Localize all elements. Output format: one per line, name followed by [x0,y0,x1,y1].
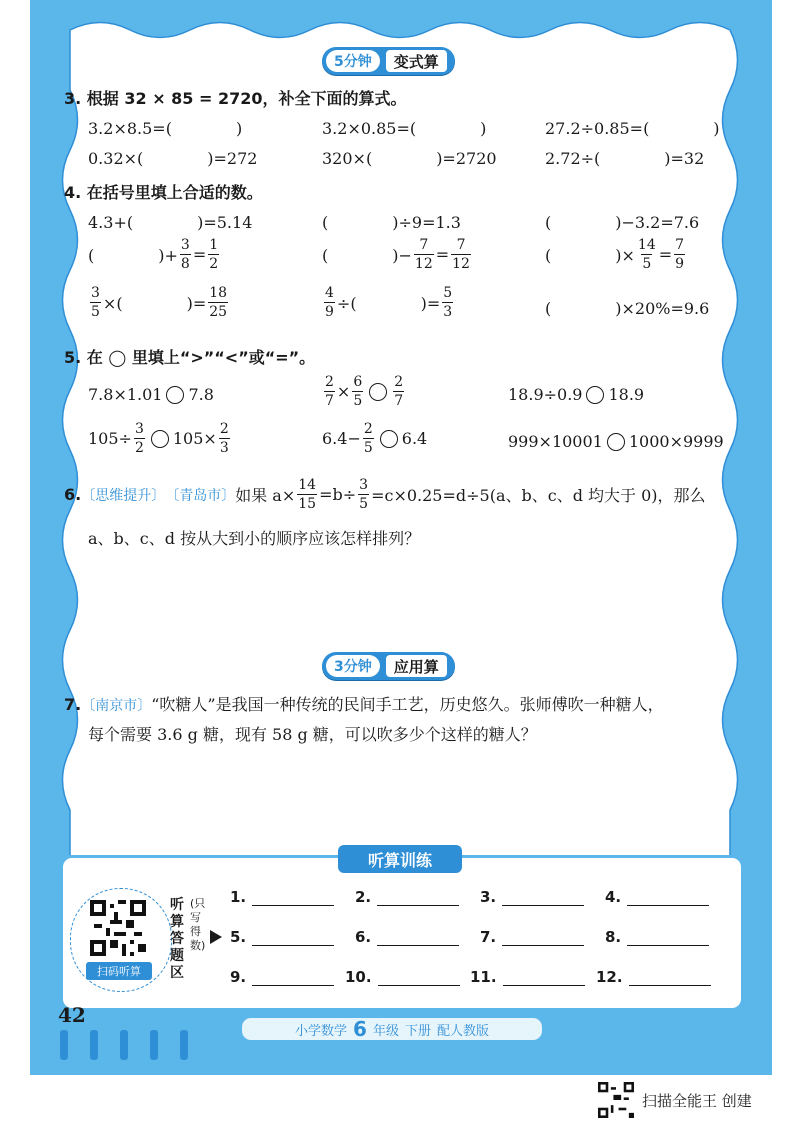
q5-item: 999×10001 1000×9999 [508,432,724,451]
compare-circle[interactable] [151,430,169,448]
q4-item: ( )÷9=1.3 [322,213,461,232]
compare-circle[interactable] [380,430,398,448]
answer-blank[interactable]: 8. [605,928,709,946]
q4-item: ( )+ $\frac{3}{8}$ = $\frac{1}{2}$ [88,237,219,272]
fraction: $\frac{2}{7}$ [325,374,334,409]
q4-heading: 4. 在括号里填上合适的数。 [64,183,263,202]
page-number: 42 [58,1003,86,1027]
q6-line2: a、b、c、d 按从大到小的顺序应该怎样排列？ [88,529,421,548]
q3-item: 0.32×( )=272 [88,149,258,168]
fraction: $\frac{6}{5}$ [353,374,363,409]
answer-blank[interactable]: 2. [355,888,459,906]
fraction: $\frac{2}{5}$ [363,421,373,456]
book-footer: 小学数学 6 年级 下册 配人教版 [240,1016,544,1042]
fraction: $\frac{7}{12}$ [414,237,433,272]
fraction: $\frac{7}{12}$ [452,237,470,272]
fraction: $\frac{3}{8}$ [180,237,190,272]
q3-heading: 3. 根据 32 × 85 = 2720，补全下面的算式。 [64,89,407,108]
fraction: $\frac{1}{2}$ [209,237,219,272]
compare-circle[interactable] [586,386,604,404]
q4-item: 4.3+( )=5.14 [88,213,253,232]
q3-item: 320×( )=2720 [322,149,497,168]
q5-item: 6.4− $\frac{2}{5}$ 6.4 [322,421,428,456]
section-time: 5分钟 [326,50,380,72]
answer-blank[interactable]: 9. [230,968,334,986]
q5-item: 18.9÷0.9 18.9 [508,385,645,404]
play-arrow-icon [210,930,222,944]
fraction: $\frac{3}{5}$ [91,285,100,320]
fraction: $\frac{7}{9}$ [675,237,685,272]
q3-item: 27.2÷0.85=( ) [545,119,720,138]
answer-blank[interactable]: 11. [470,968,585,986]
q7-line2: 每个需要 3.6 g 糖，现有 58 g 糖，可以吹多少个这样的糖人？ [88,725,537,744]
section-badge-1 [322,47,455,75]
compare-circle[interactable] [369,383,387,401]
q3-item: 3.2×0.85=( ) [322,119,487,138]
fraction: $\frac{18}{25}$ [209,285,228,320]
qr-label: 扫码听算 [86,962,152,980]
q4-item: ( )×20%=9.6 [545,299,710,318]
fraction: $\frac{3}{5}$ [359,477,369,512]
q6-line1: 6. 〔思维提升〕 〔青岛市〕 如果 a× $\frac{14}{15}$ =b÷ $\frac{3}{5}$ =c×0.25=d÷5(a、b、c、d 均大于 0)，那么 [64,477,706,512]
q5-item: 105÷ $\frac{3}{2}$ 105× $\frac{2}{3}$ [88,421,229,456]
answer-blank[interactable]: 1. [230,888,334,906]
answer-area-note: (只写得数) [190,897,206,952]
tag-label: 〔南京市〕 [81,698,152,714]
watermark-qr-icon [598,1082,634,1118]
q7-line1: 7.〔南京市〕“吹糖人”是我国一种传统的民间手工艺，历史悠久。张师傅吹一种糖人， [64,695,664,714]
q4-item: ( )−3.2=7.6 [545,213,700,232]
answer-blank[interactable]: 5. [230,928,334,946]
answer-blank[interactable]: 3. [480,888,584,906]
tag-label: 〔思维提升〕 [81,487,166,504]
listening-title: 听算训练 [338,845,462,873]
answer-blank[interactable]: 12. [596,968,711,986]
answer-blank[interactable]: 10. [345,968,460,986]
section-title: 应用算 [386,655,447,677]
answer-area-label: 听算答题区 [170,897,184,981]
watermark-text: 扫描全能王 创建 [642,1092,752,1110]
tag-label: 〔青岛市〕 [165,487,236,504]
answer-blank[interactable]: 4. [605,888,709,906]
q4-item: $\frac{3}{5}$ ×( )= $\frac{18}{25}$ [91,285,228,320]
q3-item: 2.72÷( )=32 [545,149,705,168]
fraction: $\frac{14}{15}$ [298,477,317,512]
q5-heading: 5. 在 ◯ 里填上“>”“<”或“=”。 [64,348,316,367]
q5-item: 7.8×1.01 7.8 [88,385,214,404]
qr-code-icon[interactable] [90,900,146,956]
section-title: 变式算 [386,50,447,72]
section-time: 3分钟 [326,655,380,677]
fraction: $\frac{2}{3}$ [219,421,229,456]
answer-blank[interactable]: 7. [480,928,584,946]
q5-item: $\frac{2}{7}$ × $\frac{6}{5}$ $\frac{2}{7}$ [325,374,404,409]
compare-circle[interactable] [166,386,184,404]
compare-circle[interactable] [607,433,625,451]
q4-item: $\frac{4}{9}$ ÷( )= $\frac{5}{3}$ [325,285,453,320]
fraction: $\frac{14}{5}$ [637,237,656,272]
section-badge-2 [322,652,455,680]
q3-item: 3.2×8.5=( ) [88,119,243,138]
fraction: $\frac{5}{3}$ [443,285,453,320]
answer-blank[interactable]: 6. [355,928,459,946]
q4-item: ( )× $\frac{14}{5}$ = $\frac{7}{9}$ [545,237,685,272]
fraction: $\frac{3}{2}$ [134,421,144,456]
fraction: $\frac{4}{9}$ [325,285,334,320]
fraction: $\frac{2}{7}$ [394,374,404,409]
q4-item: ( )− $\frac{7}{12}$ = $\frac{7}{12}$ [322,237,470,272]
